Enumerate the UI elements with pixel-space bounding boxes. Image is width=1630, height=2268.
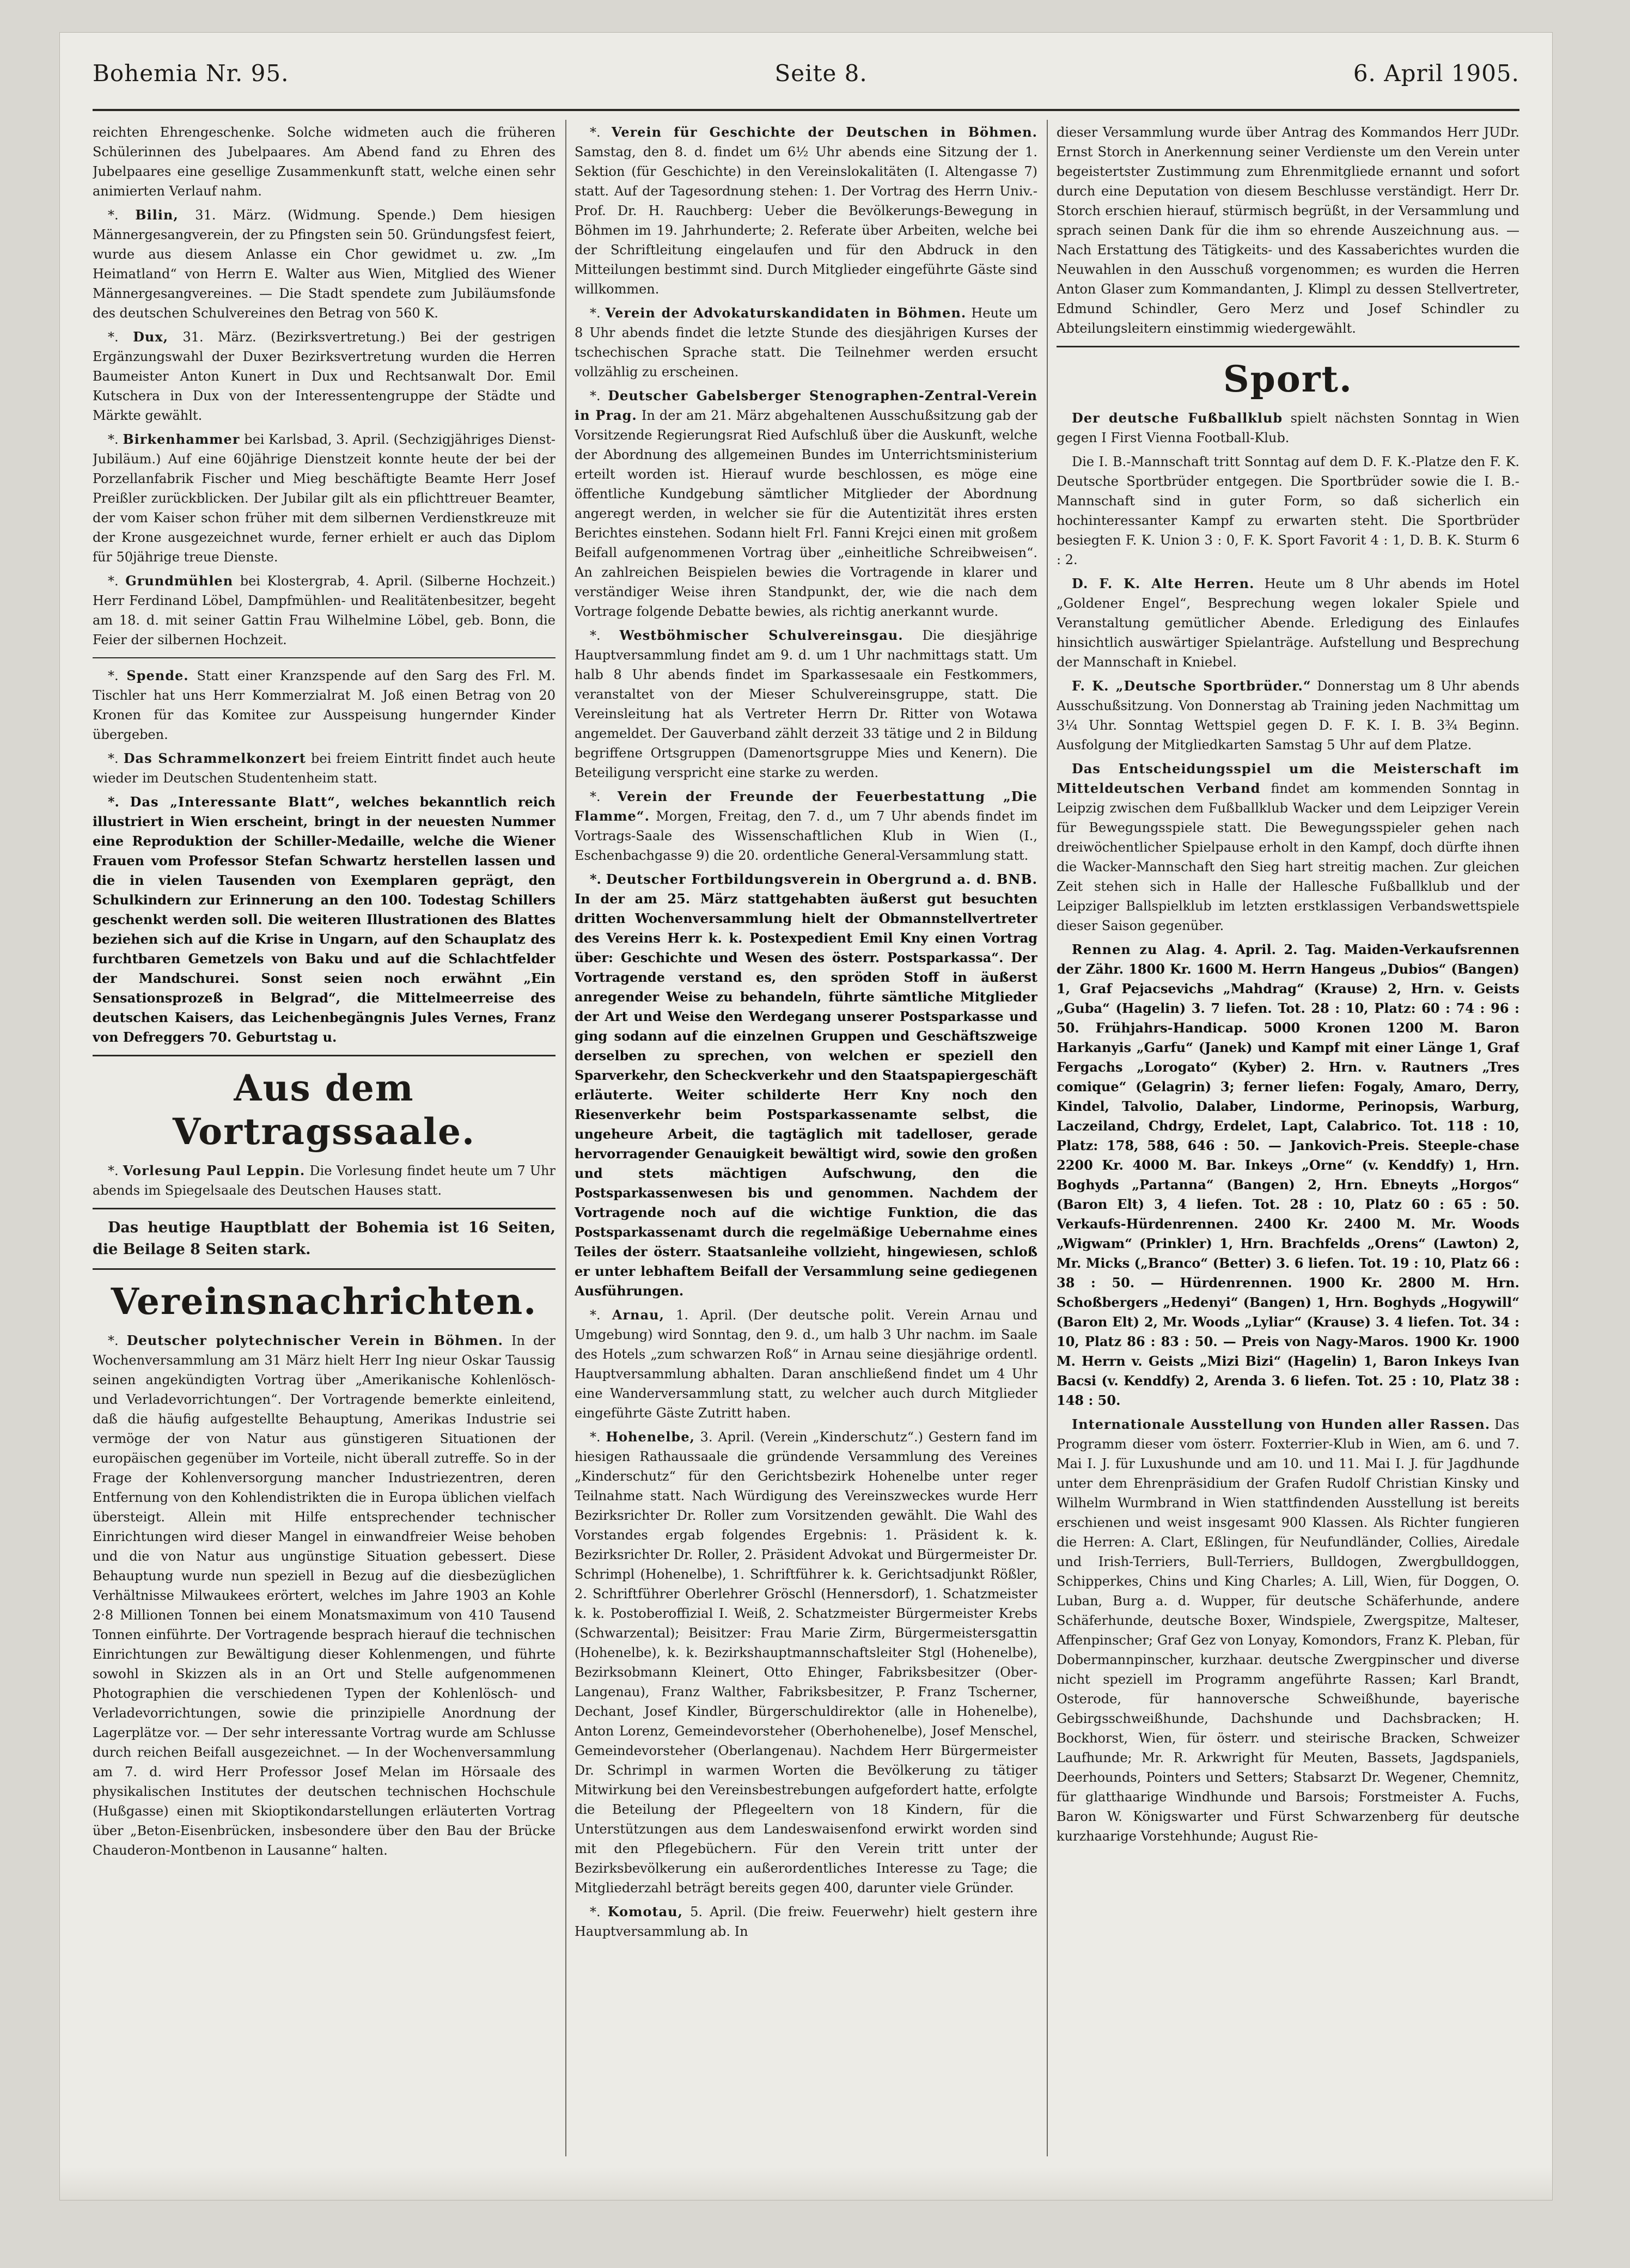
article-body: 31. März. (Widmung. Spende.) Dem hiesigen Männergesangverein, der zu Pfingsten sein 50. Gründungsfest feiert, wurde aus diesem Anlasse ein Chor gewidmet u. zw. „Im Heimatland“ von Herrn E. Walter aus Wien, Mitglied des Wiener Männergesangvereines. — Die Stadt spendete zum Jubiläumsfonde des deutschen Schulvereines den Betrag von 560 K. [93,207,555,321]
article-lead: Verein der Freunde der Feuerbestattung „Die Flamme“. [575,788,1037,824]
article-polytechnischer-verein: *. Deutscher polytechnischer Verein in Böhmen. In der Wochenversammlung am 31 März hielt Herr Ing nieur Oskar Taussig seinen angekündigten Vortrag über „Amerikanische Kohlenlösch- und Verladevorrichtungen“. Der Vortragende bemerkte einleitend, daß die häufig aufgestellte Behauptung, Amerikas Industrie sei vermöge der von Natur aus günstigeren Situationen der europäischen gegenüber im Vorteile, nicht überall zutreffe. So in der Frage der Kohlenversorgung mancher Industriezentren, deren Entfernung von den Kohlendistrikten die in Europa üblichen vielfach übersteigt. Allein mit Hilfe entsprechender technischer Einrichtungen wird dieser Mangel in einwandfreier Weise behoben und die von Natur aus ungünstige Situation gebessert. Diese Behauptung wurde nun speziell in Bezug auf die diesbezüglichen Verhältnisse Milwaukees erörtert, welches im Jahre 1903 an Kohle 2·8 Millionen Tonnen bei einem Monatsmaximum von 410 Tausend Tonnen einführte. Der Vortragende besprach hierauf die technischen Einrichtungen zur Bewältigung dieser Kohlenmengen, und führte sowohl in Skizzen als in an Ort und Stelle aufgenommenen Photographien die verschiedenen Typen der Kohlenlösch- und Verladevorrichtungen, sowie die prinzipielle Anordnung der Lagerplätze vor. — Der sehr interessante Vortrag wurde am Schlusse durch reichen Beifall ausgezeichnet. — In der Wochenversammlung am 7. d. wird Herr Professor Josef Melan im Hörsaale des physikalischen Institutes der deutschen technischen Hochschule (Hußgasse) einen mit Skioptikondarstellungen erläuterten Vortrag über „Beton-Eisenbrücken, insbesondere über den Bau der Brücke Chauderon-Montbenon in Lausanne“ halten. [93,1332,555,1858]
article-geschichte-verein: *. Verein für Geschichte der Deutschen in Böhmen. Samstag, den 8. d. findet um 6½ Uhr abends eine Sitzung der 1. Sektion (für Geschichte) in den Vereinslokalitäten (I. Altengasse 7) statt. Auf der Tagesordnung stehen: 1. Der Vortrag des Herrn Univ.-Prof. Dr. H. Rauchberg: Ueber die Bevölkerungs-Bewegung in Böhmen im 19. Jahrhunderte; 2. Referate über Arbeiten, welche bei der Schriftleitung eingelaufen und für den Abdruck in den Mitteilungen bestimmt sind. Durch Mitglieder eingeführte Gäste sind willkommen. [575,124,1037,297]
article-lead: Hohenelbe, [606,1429,695,1445]
article-lead: Verein der Advokaturskandidaten in Böhmen. [605,305,967,321]
article-birkenhammer: *. Birkenhammer bei Karlsbad, 3. April. (Sechzigjähriges Dienst-Jubiläum.) Auf eine 60jährige Dienstzeit konnte heute der bei der Porzellanfabrik Fischer und Mieg beschäftigte Beamte Herr Josef Preißler zurückblicken. Der Jubilar gilt als ein pflichttreuer Beamter, der vom Kaiser schon früher mit dem silbernen Verdienstkreuze mit der Krone ausgezeichnet wurde, ferner erhielt er auch das Diplom für 50jährige treue Dienste. [93,431,555,565]
article-lead: Grundmühlen [125,573,234,589]
article-b-mannschaft: Die I. B.-Mannschaft tritt Sonntag auf dem D. F. K.-Platze den F. K. Deutsche Sportbrüder entgegen. Die Sportbrüder sowie die I. B.-Mannschaft sind in guter Form, so daß sicherlich ein hochinteressanter Kampf zu erwarten steht. Die Sportbrüder besiegten F. K. Union 3 : 0, F. K. Sport Favorit 4 : 1, D. B. K. Sturm 6 : 2. [1057,454,1519,567]
article-lead: Rennen zu Alag. [1072,942,1206,957]
article-body: In der am 21. März abgehaltenen Ausschußsitzung gab der Vorsitzende Regierungsrat Ried Aufschluß über die Auskunft, welche der Abordnung des allgemeinen Bundes im Unterrichtsministerium erteilt worden ist. Hierauf wurde beschlossen, es möge eine öffentliche Kundgebung sämtlicher Mitglieder der Abordnung angeregt werden, in welcher sie für die Autentizität ihres ersten Berichtes einstehen. Sodann hielt Frl. Fanni Krejci einen mit großem Beifall aufgenommenen Vortrag über „einheitliche Schreibweisen“. An zahlreichen Beispielen bewies die Vortragende in klarer und verständiger Weise ihren Standpunkt, der, wie die nach dem Vortrage folgende Debatte bewies, als richtig anerkannt wurde. [575,408,1037,619]
article-lead: Das „Interessante Blatt“, [130,794,341,810]
article-body: bei Karlsbad, 3. April. (Sechzigjähriges Dienst-Jubiläum.) Auf eine 60jährige Dienstzeit konnte heute der bei der Porzellanfabrik Fischer und Mieg beschäftigte Beamte Herr Josef Preißler zurückblicken. Der Jubilar gilt als ein pflichttreuer Beamter, der vom Kaiser schon früher mit dem silbernen Verdienstkreuze mit der Krone ausgezeichnet wurde, ferner erhielt er auch das Diplom für 50jährige treue Dienste. [93,432,555,565]
newspaper-page [60,33,1552,2200]
article-alte-herren [1057,574,1519,672]
article-lead: F. K. „Deutsche Sportbrüder.“ [1072,678,1311,694]
article-fussballklub [1057,408,1519,448]
article-body: Donnerstag um 8 Uhr abends Ausschußsitzung. Von Donnerstag ab Training jeden Nachmittag um 3¼ Uhr. Sonntag Wettspiel gegen D. F. K. I. B. 3¾ Beginn. Ausfolgung der Mitgliedkarten Samstag 5 Uhr auf dem Platze. [1057,678,1519,753]
article-lead: Deutscher Fortbildungsverein in Obergrund a. d. BNB. [606,871,1037,887]
section-title-vereinsnachrichten: Vereinsnachrichten. [111,1280,538,1323]
article-body: Heute um 8 Uhr abends im Hotel „Goldener Engel“, Besprechung wegen lokaler Spiele und Veranstaltung gemütlicher Abende. Erledigung des Einlaufes hinsichtlich auswärtiger Spielanträge. Aufstellung und Besprechung der Mannschaft in Kniebel. [1057,576,1519,670]
article-grundmuehlen: *. Grundmühlen bei Klostergrab, 4. April. (Silberne Hochzeit.) Herr Ferdinand Löbel, Dampfmühlen- und Realitätenbesitzer, begeht am 18. d. mit seiner Gattin Frau Wilhelmine Löbel, geb. Bonn, die Feier der silbernen Hochzeit. [93,573,555,647]
article-body: Die diesjährige Hauptversammlung findet am 9. d. um 1 Uhr nachmittags statt. Um halb 8 Uhr abends findet im Sparkassesaale ein Festkommers, veranstaltet von der Mieser Schulvereinsgruppe, statt. Die Vereinsleitung hat als Vertreter Herrn Dr. Ritter von Wotawa angemeldet. Der Gauverband zählt derzeit 33 tätige und 2 in Bildung begriffene Ortsgruppen (Damenortsgruppe Mies und Kenern). Die Beteiligung verspricht eine starke zu werden. [575,628,1037,780]
article-lead: Spende. [126,668,189,683]
article-body: 1. April. (Der deutsche polit. Verein Arnau und Umgebung) wird Sonntag, den 9. d., um halb 3 Uhr nachm. im Saale des Hotels „zum schwarzen Roß“ in Arnau seine diesjährige ordentl. Hauptversammlung abhalten. Daran anschließend findet um 4 Uhr eine Wanderversammlung statt, zu welcher auch durch Mitglieder eingeführte Gäste Zutritt haben. [575,1307,1037,1421]
article-body: 3. April. (Verein „Kinderschutz“.) Gestern fand im hiesigen Rathaussaale die gründende Versammlung des Vereines „Kinderschutz“ für den Gerichtsbezirk Hohenelbe unter reger Teilnahme statt. Nach Würdigung des Vereinszweckes wurde Herr Bezirksrichter Dr. Roller zum Vorsitzenden gewählt. Die Wahl des Vorstandes ergab folgendes Ergebnis: 1. Präsident k. k. Bezirksrichter Dr. Roller, 2. Präsident Advokat und Bürgermeister Dr. Schrimpl (Hohenelbe), 1. Schriftführer k. k. Gerichtsadjunkt Rößler, 2. Schriftführer Oberlehrer Gröschl (Hennersdorf), 1. Schatzmeister k. k. Postoberoffizial I. Weiß, 2. Schatzmeister Bürgermeister Krebs (Schwarzental); Beisitzer: Frau Marie Zirm, Bürgermeistersgattin (Hohenelbe), k. k. Bezirkshauptmannschaftsleiter Stgl (Hohenelbe), Bezirksobmann Kleinert, Otto Ehinger, Fabriksbesitzer (Ober-Langenau), Franz Walther, Fabriksbesitzer, P. Franz Tscherner, Dechant, Josef Kindler, Bürgerschuldirektor (alle in Hohenelbe), Anton Lorenz, Gemeindevorsteher (Oberhohenelbe), Josef Menschel, Gemeindevorsteher (Oberlangenau). Nachdem Herr Bürgermeister Dr. Schrimpl in warmen Worten die Bevölkerung zu tätiger Mitwirkung bei den Vereinsbestrebungen aufgefordert hatte, erfolgte die Beteilung der Pflegeeltern von 18 Kindern, für die Unterstützungen aus dem Landeswaisenfond erwirkt worden sind mit den Pflegebüchern. Für den Verein tritt unter der Bezirksbevölkerung ein außerordentliches Interesse zu Tage; die Mitgliederzahl beträgt bereits gegen 400, darunter viele Gründer. [575,1429,1037,1896]
section-rule [93,1055,555,1056]
article-body: Heute um 8 Uhr abends findet die letzte Stunde des diesjährigen Kurses der tschechischen Sprache statt. Die Teilnehmer werden ersucht vollzählig zu erscheinen. [575,305,1037,380]
column-middle [575,123,1037,2167]
article-lead: Bilin, [135,207,179,223]
column-left [93,123,555,2167]
article-gabelsberger: *. Deutscher Gabelsberger Stenographen-Zentral-Verein in Prag. In der am 21. März abgehaltenen Ausschußsitzung gab der Vorsitzende Regierungsrat Ried Aufschluß über die Auskunft, welche der Abordnung des allgemeinen Bundes im Unterrichtsministerium erteilt worden ist. Hierauf wurde beschlossen, es möge eine öffentliche Kundgebung sämtlicher Mitglieder der Abordnung angeregt werden, in welcher sie für die Autentizität ihres ersten Berichtes einstehen. Sodann hielt Frl. Fanni Krejci einen mit großem Beifall aufgenommenen Vortrag über „einheitliche Schreibweisen“. An zahlreichen Beispielen bewies die Vortragende in klarer und verständiger Weise ihren Standpunkt, der, wie die nach dem Vortrage folgende Debatte bewies, als richtig anerkannt wurde. [575,388,1037,619]
article-bilin: *. Bilin, 31. März. (Widmung. Spende.) Dem hiesigen Männergesangverein, der zu Pfingsten sein 50. Gründungsfest feiert, wurde aus diesem Anlasse ein Chor gewidmet u. zw. „Im Heimatland“ von Herrn E. Walter aus Wien, Mitglied des Wiener Männergesangvereines. — Die Stadt spendete zum Jubiläumsfonde des deutschen Schulvereines den Betrag von 560 K. [93,207,555,321]
header-date: 6. April 1905. [1353,60,1519,87]
article-body: findet am kommenden Sonntag in Leipzig zwischen dem Fußballklub Wacker und dem Leipziger Verein für Bewegungsspiele statt. Die Bewegungsspieler gehen nach dreiwöchentlicher Spielpause erholt in den Kampf, doch dürfte ihnen die Wacker-Mannschaft den Sieg hart streitig machen. Zur gleichen Zeit stehen sich in Halle der Hallesche Fußballklub und der Leipziger Ballspielklub im letzten erstklassigen Verbandswettspiele dieser Saison gegenüber. [1057,781,1519,933]
article-body: Das Programm dieser vom österr. Foxterrier-Klub in Wien, am 6. und 7. Mai I. J. für Luxushunde und am 10. und 11. Mai I. J. für Jagdhunde unter dem Ehrenpräsidium der Grafen Rudolf Christian Kinsky und Wilhelm Wurmbrand in Wien stattfindenden Ausstellung ist bereits erschienen und weist insgesamt 900 Klassen. Als Richter fungieren die Herren: A. Clart, Eßlingen, für Neufundländer, Collies, Airedale und Irish-Terriers, Bull-Terriers, Bulldogen, Zwergbulldoggen, Schipperkes, Chins und King Charles; A. Lill, Wien, für Doggen, O. Luban, Burg a. d. Wupper, für deutsche Schäferhunde, andere Schäferhunde, deutsche Boxer, Windspiele, Zwergspitze, Malteser, Affenpinscher; Graf Gez von Lonyay, Komondors, Franz K. Pleban, für Dobermannpinscher, kurzhaar. deutsche Zwergpinscher und diverse nicht speziell im Programm angeführte Rassen; Karl Brandt, Osterode, für hannoversche Schweißhunde, bayerische Gebirgsschweißhunde, Dachshunde und Dachsbracken; H. Bockhorst, Wien, für österr. und steirische Bracken, Schweizer Laufhunde; Mr. R. Arkwright für Meuten, Bassets, Jagdspaniels, Deerhounds, Pointers und Setters; Stabsarzt Dr. Wegener, Chemnitz, für glatthaarige Windhunde und Barsois; Forstmeister A. Fuchs, Baron W. Königswarter und Fürst Schwarzenberg für deutsche kurzhaarige Vorstehhunde; August Rie- [1057,1417,1519,1844]
article-spende: *. Spende. Statt einer Kranzspende auf den Sarg des Frl. M. Tischler hat uns Herr Kommerzialrat M. Joß einen Betrag von 20 Kronen für das Komitee zur Ausspeisung hungernder Kinder übergeben. [93,668,555,742]
article-lead: Deutscher polytechnischer Verein in Böhmen. [126,1332,503,1348]
header-rule [93,109,1519,111]
article-rennen-alag [1057,940,1519,1410]
column-divider [1047,120,1048,2156]
section-title-sport: Sport. [1223,358,1353,400]
article-dux: *. Dux, 31. März. (Bezirksvertretung.) Bei der gestrigen Ergänzungswahl der Duxer Bezirksvertretung wurden die Herren Baumeister Anton Kunert in Dux und Rechtsanwalt Dor. Emil Kutschera in Dux von der Interessentengruppe der Städte und Märkte gewählt. [93,329,555,423]
page-header [93,60,1519,109]
notice-page-count: Das heutige Hauptblatt der Bohemia ist 16 Seiten, die Beilage 8 Seiten stark. [93,1219,555,1258]
header-page-number: Seite 8. [774,60,868,87]
article-paragraph: reichten Ehrengeschenke. Solche widmeten auch die früheren Schülerinnen des Jubelpaares. Am Abend fand zu Ehren des Jubelpaares eine gesellige Zusammenkunft statt, welche einen sehr animierten Verlauf nahm. [93,125,555,199]
section-rule [93,1208,555,1209]
article-vorlesung: *. Vorlesung Paul Leppin. Die Vorlesung findet heute um 7 Uhr abends im Spiegelsaale des Deutschen Hauses statt. [93,1163,555,1198]
article-lead: Westböhmischer Schulvereinsgau. [619,627,903,643]
section-rule [93,657,555,658]
article-lead: Der deutsche Fußballklub [1072,410,1283,426]
article-body: bei freiem Eintritt findet auch heute wieder im Deutschen Studentenheim statt. [93,751,555,786]
article-body: Die Vorlesung findet heute um 7 Uhr abends im Spiegelsaale des Deutschen Hauses statt. [93,1163,555,1198]
article-komotau-continued: dieser Versammlung wurde über Antrag des Kommandos Herr JUDr. Ernst Storch in Anerkennung seiner Verdienste um den Verein unter begeistertster Zustimmung zum Ehrenmitgliede ernannt und sofort durch eine Deputation von diesem Beschlusse verständigt. Herr Dr. Storch erschien hierauf, stürmisch begrüßt, in der Versammlung und sprach seinen Dank für die ihm so ehrende Auszeichnung aus. — Nach Erstattung des Tätigkeits- und des Kassaberichtes wurden die Neuwahlen in den Ausschuß vorgenommen; es wurden die Herren Anton Glaser zum Kommandanten, J. Klimpl zu dessen Stellvertreter, Edmund Schindler, Gero Merz und Josef Schindler zu Abteilungsleitern einstimmig wiedergewählt. [1057,125,1519,336]
article-lead: Internationale Ausstellung von Hunden aller Rassen. [1072,1416,1491,1432]
article-lead: Das Entscheidungsspiel um die Meisterschaft im Mitteldeutschen Verband [1057,761,1519,796]
article-lead: Vorlesung Paul Leppin. [123,1163,306,1178]
article-komotau: *. Komotau, 5. April. (Die freiw. Feuerwehr) hielt gestern ihre Hauptversammlung ab. In [575,1904,1037,1939]
section-rule [93,1268,555,1270]
article-feuerbestattung: *. Verein der Freunde der Feuerbestattung „Die Flamme“. Morgen, Freitag, den 7. d., um 7 Uhr abends findet im Vortrags-Saale des Wissenschaftlichen Klub in Wien (I., Eschenbachgasse 9) die 20. ordentliche General-Versammlung statt. [575,788,1037,863]
article-body: 4. April. 2. Tag. Maiden-Verkaufsrennen der Zähr. 1800 Kr. 1600 M. Herrn Hangeus „Dubios“ (Bangen) 1, Graf Pejacsevichs „Mahdrag“ (Krause) 2, Hrn. v. Geists „Guba“ (Hagelin) 3. 7 liefen. Tot. 28 : 10, Platz: 60 : 74 : 96 : 50. Frühjahrs-Handicap. 5000 Kronen 1200 M. Baron Harkanyis „Garfu“ (Janek) und Kampf mit einer Länge 1, Graf Fergachs „Lorogato“ (Kyber) 2. Hrn. v. Rautners „Tres comique“ (Gelagrin) 3; ferner liefen: Fogaly, Amaro, Derry, Kindel, Talvolio, Dalaber, Lindorme, Perinopsis, Warburg, Laczeiland, Chdrgy, Erdelet, Lapt, Calabrico. Tot. 118 : 10, Platz: 178, 588, 646 : 50. — Jankovich-Preis. Steeple-chase 2200 Kr. 4000 M. Bar. Inkeys „Orne“ (v. Kenddfy) 1, Hrn. Boghyds „Partanna“ (Bangen) 2, Hrn. Ebneyts „Horgos“ (Baron Elt) 3, 4 liefen. Tot. 28 : 10, Platz 60 : 65 : 50. Verkaufs-Hürdenrennen. 2400 Kr. 2400 M. Mr. Woods „Wigwam“ (Prinkler) 1, Hrn. Brachfelds „Orens“ (Lawton) 2, Mr. Micks („Branco“ (Better) 3. 6 liefen. Tot. 19 : 10, Platz 66 : 38 : 50. — Hürdenrennen. 1900 Kr. 2800 M. Hrn. Schoßbergers „Hedenyi“ (Bangen) 1, Hrn. Boghyds „Hogywill“ (Baron Elt) 2, Mr. Woods „Lyliar“ (Krause) 3. 4 liefen. Tot. 34 : 10, Platz 86 : 83 : 50. — Preis von Nagy-Maros. 1900 Kr. 1900 M. Herrn v. Geists „Mizi Bizi“ (Hagelin) 1, Baron Inkeys Ivan Bacsi (v. Kenddfy) 2, Arenda 3. 6 liefen. Tot. 25 : 10, Platz 38 : 148 : 50. [1057,942,1519,1408]
article-lead: Komotau, [607,1904,683,1919]
article-body: bei Klostergrab, 4. April. (Silberne Hochzeit.) Herr Ferdinand Löbel, Dampfmühlen- und Realitätenbesitzer, begeht am 18. d. mit seiner Gattin Frau Wilhelmine Löbel, geb. Bonn, die Feier der silbernen Hochzeit. [93,573,555,647]
article-body: Statt einer Kranzspende auf den Sarg des Frl. M. Tischler hat uns Herr Kommerzialrat M. Joß einen Betrag von 20 Kronen für das Komitee zur Ausspeisung hungernder Kinder übergeben. [93,668,555,742]
article-fortbildungsverein: *. Deutscher Fortbildungsverein in Obergrund a. d. BNB. In der am 25. März stattgehabten äußerst gut besuchten dritten Wochenversammlung hielt der Obmannstellvertreter des Vereins Herr k. k. Postexpedient Emil Kny einen Vortrag über: Geschichte und Wesen des österr. Postsparkassa“. Der Vortragende verstand es, den spröden Stoff in äußerst anregender Weise zu behandeln, führte sämtliche Mitglieder der Art und Weise den Werdegang unserer Postsparkasse und ging sodann auf die einzelnen Gruppen und Geschäftszweige derselben zu sprechen, von welchen er speziell den Sparverkehr, den Scheckverkehr und den Staatspapiergeschäft erläuterte. Weiter schilderte Herr Kny noch den Riesenverkehr beim Postsparkassenamte selbst, die ungeheure Arbeit, die tagtäglich mit tadelloser, gerade hervorragender Genauigkeit bewältigt wird, sowie den großen und stets mächtigen Aufschwung, den die Postsparkassenwesen bis und genommen. Nachdem der Vortragende noch auf die wichtige Funktion, die das Postsparkassenamt durch die regelmäßige Uebernahme eines Teiles der österr. Staatsanleihe vollzieht, hingewiesen, schloß er unter lebhaftem Beifall der Versammlung seine gediegenen Ausführungen. [575,871,1037,1299]
column-divider [565,120,566,2156]
article-body: welches bekanntlich reich illustriert in Wien erscheint, bringt in der neuesten Nummer eine Reproduktion der Schiller-Medaille, welche die Wiener Frauen vom Professor Stefan Schwartz herstellen lassen und die in vielen Tausenden von Exemplaren geprägt, den Schulkindern zur Erinnerung an den 100. Todestag Schillers geschenkt werden soll. Die weiteren Illustrationen des Blattes beziehen sich auf die Krise in Ungarn, auf den Schauplatz des furchtbaren Gemetzels von Baku und auf die Schlachtfelder der Mandschurei. Sonst seien noch erwähnt „Ein Sensationsprozeß in Belgrad“, die Mittelmeerreise des deutschen Kaisers, das Leichenbegängnis Jules Vernes, Franz von Defreggers 70. Geburtstag u. [93,794,555,1045]
page-bottom-margin [60,2167,1552,2200]
article-hundeausstellung [1057,1415,1519,1846]
article-body: In der Wochenversammlung am 31 März hielt Herr Ing nieur Oskar Taussig seinen angekündigten Vortrag über „Amerikanische Kohlenlösch- und Verladevorrichtungen“. Der Vortragende bemerkte einleitend, daß die häufig aufgestellte Behauptung, Amerikas Industrie sei vermöge der von Natur aus günstigeren Situationen der europäischen gegenüber im Vorteile, nicht überall zutreffe. So in der Frage der Kohlenversorgung mancher Industriezentren, deren Entfernung von den Kohlendistrikten die in Europa üblichen vielfach übersteigt. Allein mit Hilfe entsprechender technischer Einrichtungen wird dieser Mangel in einwandfreier Weise behoben und die von Natur aus ungünstige Situation gebessert. Diese Behauptung wurde nun speziell in Bezug auf die diesbezüglichen Verhältnisse Milwaukees erörtert, welches im Jahre 1903 an Kohle 2·8 Millionen Tonnen bei einem Monatsmaximum von 410 Tausend Tonnen einführte. Der Vortragende besprach hierauf die technischen Einrichtungen zur Bewältigung dieser Kohlenmengen, und führte sowohl in Skizzen als in an Ort und Stelle aufgenommenen Photographien die verschiedenen Typen der Kohlenlösch- und Verladevorrichtungen, sowie die prinzipielle Anordnung der Lagerplätze vor. — Der sehr interessante Vortrag wurde am Schlusse durch reichen Beifall ausgezeichnet. — In der Wochenversammlung am 7. d. wird Herr Professor Josef Melan im Hörsaale des physikalischen Institutes der deutschen technischen Hochschule (Hußgasse) einen mit Skioptikondarstellungen erläuterten Vortrag über „Beton-Eisenbrücken, insbesondere über den Bau der Brücke Chauderon-Montbenon in Lausanne“ halten. [93,1333,555,1858]
article-entscheidungsspiel [1057,759,1519,936]
article-sportbrueder [1057,676,1519,755]
article-body: Samstag, den 8. d. findet um 6½ Uhr abends eine Sitzung der 1. Sektion (für Geschichte) in den Vereinslokalitäten (I. Altengasse 7) statt. Auf der Tagesordnung stehen: 1. Der Vortrag des Herrn Univ.-Prof. Dr. H. Rauchberg: Ueber die Bevölkerungs-Bewegung in Böhmen im 19. Jahrhunderte; 2. Referate über Arbeiten, welche bei der Schriftleitung eingelaufen und für den Abdruck in den Mitteilungen bestimmt sind. Durch Mitglieder eingeführte Gäste sind willkommen. [575,144,1037,297]
article-body: 5. April. (Die freiw. Feuerwehr) hielt gestern ihre Hauptversammlung ab. In [575,1904,1037,1939]
header-issue: Bohemia Nr. 95. [93,60,289,87]
article-body: spielt nächsten Sonntag in Wien gegen I First Vienna Football-Klub. [1057,411,1519,445]
article-lead: Dux, [133,329,168,345]
article-lead: Arnau, [612,1307,664,1323]
article-interessante-blatt: *. Das „Interessante Blatt“, welches bekanntlich reich illustriert in Wien erscheint, bringt in der neuesten Nummer eine Reproduktion der Schiller-Medaille, welche die Wiener Frauen vom Professor Stefan Schwartz herstellen lassen und die in vielen Tausenden von Exemplaren geprägt, den Schulkindern zur Erinnerung an den 100. Todestag Schillers geschenkt werden soll. Die weiteren Illustrationen des Blattes beziehen sich auf die Krise in Ungarn, auf den Schauplatz des furchtbaren Gemetzels von Baku und auf die Schlachtfelder der Mandschurei. Sonst seien noch erwähnt „Ein Sensationsprozeß in Belgrad“, die Mittelmeerreise des deutschen Kaisers, das Leichenbegängnis Jules Vernes, Franz von Defreggers 70. Geburtstag u. [93,794,555,1045]
article-lead: Das Schrammelkonzert [123,750,306,766]
section-title-vortragssaale: Aus dem Vortragssaale. [173,1067,475,1153]
article-lead: Deutscher Gabelsberger Stenographen-Zentral-Verein in Prag. [575,388,1037,423]
article-lead: Verein für Geschichte der Deutschen in Böhmen. [611,124,1037,140]
article-lead: D. F. K. Alte Herren. [1072,576,1255,591]
article-advokaturskandidaten: *. Verein der Advokaturskandidaten in Böhmen. Heute um 8 Uhr abends findet die letzte Stunde des diesjährigen Kurses der tschechischen Sprache statt. Die Teilnehmer werden ersucht vollzählig zu erscheinen. [575,305,1037,380]
article-hohenelbe: *. Hohenelbe, 3. April. (Verein „Kinderschutz“.) Gestern fand im hiesigen Rathaussaale die gründende Versammlung des Vereines „Kinderschutz“ für den Gerichtsbezirk Hohenelbe unter reger Teilnahme statt. Nach Würdigung des Vereinszweckes wurde Herr Bezirksrichter Dr. Roller zum Vorsitzenden gewählt. Die Wahl des Vorstandes ergab folgendes Ergebnis: 1. Präsident k. k. Bezirksrichter Dr. Roller, 2. Präsident Advokat und Bürgermeister Dr. Schrimpl (Hohenelbe), 1. Schriftführer k. k. Gerichtsadjunkt Rößler, 2. Schriftführer Oberlehrer Gröschl (Hennersdorf), 1. Schatzmeister k. k. Postoberoffizial I. Weiß, 2. Schatzmeister Bürgermeister Krebs (Schwarzental); Beisitzer: Frau Marie Zirm, Bürgermeistersgattin (Hohenelbe), k. k. Bezirkshauptmannschaftsleiter Stgl (Hohenelbe), Bezirksobmann Kleinert, Otto Ehinger, Fabriksbesitzer (Ober-Langenau), Franz Walther, Fabriksbesitzer, P. Franz Tscherner, Dechant, Josef Kindler, Bürgerschuldirektor (alle in Hohenelbe), Anton Lorenz, Gemeindevorsteher (Oberhohenelbe), Josef Menschel, Gemeindevorsteher (Oberlangenau). Nachdem Herr Bürgermeister Dr. Schrimpl in warmen Worten die Bevölkerung zu tätiger Mitwirkung bei den Vereinsbestrebungen aufgefordert hatte, erfolgte die Beteilung der Pflegeeltern von 18 Kindern, für die Unterstützungen aus dem Landeswaisenfond erwirkt worden sind mit den Pflegebüchern. Für den Verein tritt unter der Bezirksbevölkerung ein außerordentliches Interesse zu Tage; die Mitgliederzahl beträgt bereits gegen 400, darunter viele Gründer. [575,1429,1037,1896]
article-schrammelkonzert: *. Das Schrammelkonzert bei freiem Eintritt findet auch heute wieder im Deutschen Studentenheim statt. [93,750,555,786]
article-schulvereinsgau: *. Westböhmischer Schulvereinsgau. Die diesjährige Hauptversammlung findet am 9. d. um 1 Uhr nachmittags statt. Um halb 8 Uhr abends findet im Sparkassesaale ein Festkommers, veranstaltet von der Mieser Schulvereinsgruppe, statt. Die Vereinsleitung hat als Vertreter Herrn Dr. Ritter von Wotawa angemeldet. Der Gauverband zählt derzeit 33 tätige und 2 in Bildung begriffene Ortsgruppen (Damenortsgruppe Mies und Kenern). Die Beteiligung verspricht eine starke zu werden. [575,627,1037,780]
article-lead: Birkenhammer [123,431,240,447]
article-body: In der am 25. März stattgehabten äußerst gut besuchten dritten Wochenversammlung hielt der Obmannstellvertreter des Vereins Herr k. k. Postexpedient Emil Kny einen Vortrag über: Geschichte und Wesen des österr. Postsparkassa“. Der Vortragende verstand es, den spröden Stoff in äußerst anregender Weise zu behandeln, führte sämtliche Mitglieder der Art und Weise den Werdegang unserer Postsparkasse und ging sodann auf die einzelnen Gruppen und Geschäftszweige derselben zu sprechen, von welchen er speziell den Sparverkehr, den Scheckverkehr und den Staatspapiergeschäft erläuterte. Weiter schilderte Herr Kny noch den Riesenverkehr beim Postsparkassenamte selbst, die ungeheure Arbeit, die tagtäglich mit tadelloser, gerade hervorragender Genauigkeit bewältigt wird, sowie den großen und stets mächtigen Aufschwung, den die Postsparkassenwesen bis und genommen. Nachdem der Vortragende noch auf die wichtige Funktion, die das Postsparkassenamt durch die regelmäßige Uebernahme eines Teiles der österr. Staatsanleihe vollzieht, hingewiesen, schloß er unter lebhaftem Beifall der Versammlung seine gediegenen Ausführungen. [575,891,1037,1299]
article-body: Morgen, Freitag, den 7. d., um 7 Uhr abends findet im Vortrags-Saale des Wissenschaftlichen Klub in Wien (I., Eschenbachgasse 9) die 20. ordentliche General-Versammlung statt. [575,809,1037,863]
article-arnau: *. Arnau, 1. April. (Der deutsche polit. Verein Arnau und Umgebung) wird Sonntag, den 9. d., um halb 3 Uhr nachm. im Saale des Hotels „zum schwarzen Roß“ in Arnau seine diesjährige ordentl. Hauptversammlung abhalten. Daran anschließend findet um 4 Uhr eine Wanderversammlung statt, zu welcher auch durch Mitglieder eingeführte Gäste Zutritt haben. [575,1307,1037,1421]
article-body: 31. März. (Bezirksvertretung.) Bei der gestrigen Ergänzungswahl der Duxer Bezirksvertretung wurden die Herren Baumeister Anton Kunert in Dux und Rechtsanwalt Dor. Emil Kutschera in Dux von der Interessentengruppe der Städte und Märkte gewählt. [93,329,555,423]
section-rule [1057,346,1519,347]
column-right [1057,123,1519,2167]
